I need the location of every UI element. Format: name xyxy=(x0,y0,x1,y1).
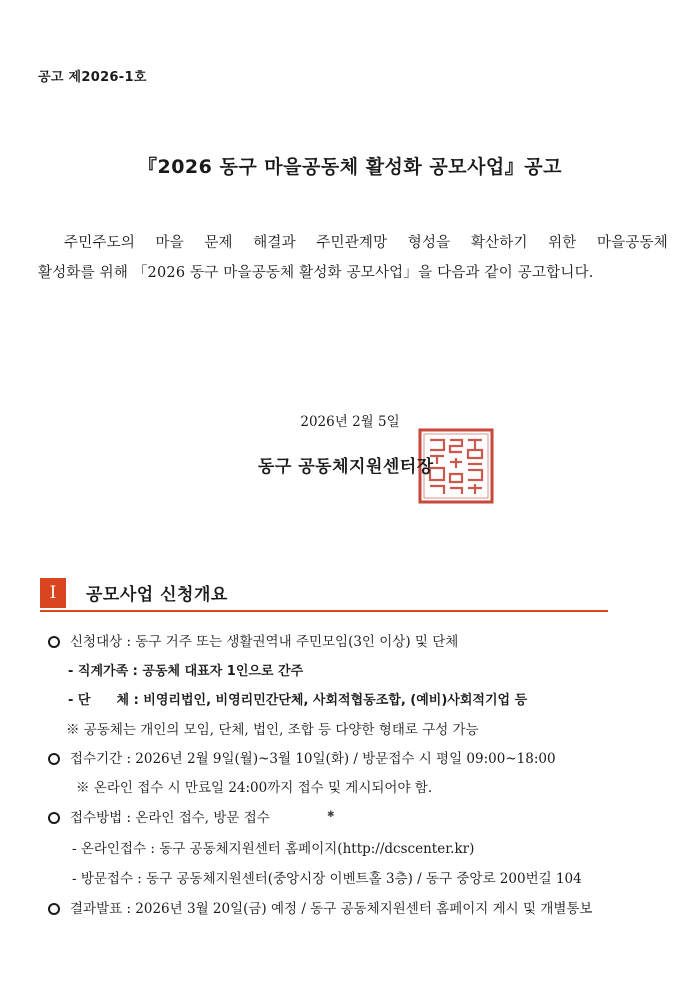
list-subitem-family: - 직계가족 : 공동체 대표자 1인으로 간주 xyxy=(68,664,304,679)
list-item-period: 접수기간 : 2026년 2월 9일(월)~3월 10일(화) / 방문접수 시 평일 09:00~18:00 xyxy=(48,747,556,767)
list-item-result: 결과발표 : 2026년 3월 20일(금) 예정 / 동구 공동체지원센터 홈페이지 게시 및 개별통보 xyxy=(48,897,592,917)
notice-number: 공고 제2026-1호 xyxy=(38,70,147,85)
list-item-target: 신청대상 : 동구 거주 또는 생활권역내 주민모임(3인 이상) 및 단체 xyxy=(48,630,458,650)
circle-bullet-icon xyxy=(48,636,60,648)
intro-line-2: 활성화를 위해 「2026 동구 마을공동체 활성화 공모사업」을 다음과 같이 공고합니다. xyxy=(38,265,594,281)
list-subitem-online: - 온라인접수 : 동구 공동체지원센터 홈페이지(http://dcscenter.kr) xyxy=(72,841,475,857)
section-number-badge: Ⅰ xyxy=(40,578,66,608)
list-subitem-organization: - 단 체 : 비영리법인, 비영리민간단체, 사회적협동조합, (예비)사회적기업 등 xyxy=(68,693,528,708)
circle-bullet-icon xyxy=(48,812,60,824)
list-note-community: ※ 공동체는 개인의 모임, 단체, 법인, 조합 등 다양한 형태로 구성 가능 xyxy=(66,722,479,738)
intro-line-1: 주민주도의 마을 문제 해결과 주민관계망 형성을 확산하기 위한 마을공동체 xyxy=(64,235,668,251)
circle-bullet-icon xyxy=(48,753,60,765)
list-note-online: ※ 온라인 접수 시 만료일 24:00까지 접수 및 게시되어야 함. xyxy=(76,780,433,796)
notice-date: 2026년 2월 5일 xyxy=(300,414,400,430)
section-title: 공모사업 신청개요 xyxy=(86,585,228,605)
section-divider xyxy=(40,610,608,612)
circle-bullet-icon xyxy=(48,903,60,915)
intro-paragraph xyxy=(38,228,668,288)
list-item-method: 접수방법 : 온라인 접수, 방문 접수 xyxy=(48,806,270,826)
issuer-name: 동구 공동체지원센터장 xyxy=(258,457,434,477)
list-subitem-visit: - 방문접수 : 동구 공동체지원센터(중앙시장 이벤트홀 3층) / 동구 중앙로 200번길 104 xyxy=(72,871,582,887)
stray-mark: ✱ xyxy=(327,810,335,820)
page-title: 『2026 동구 마을공동체 활성화 공모사업』공고 xyxy=(137,156,562,178)
